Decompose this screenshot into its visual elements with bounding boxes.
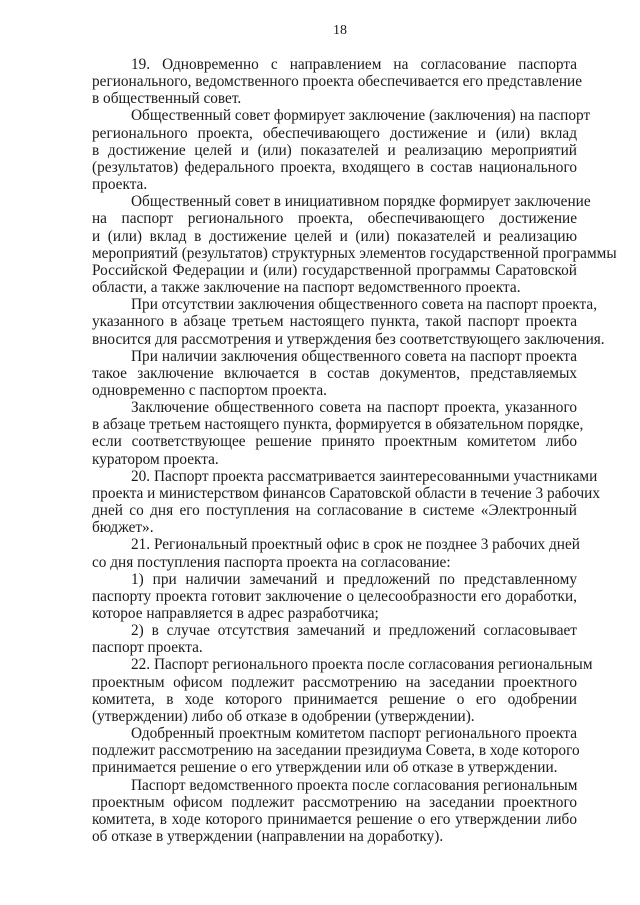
paragraph <box>92 656 593 725</box>
text-line: проекта и министерством финансов Саратовской области в течение 3 рабочих <box>92 484 600 502</box>
text-line: 21. Региональный проектный офис в срок не позднее 3 рабочих дней <box>131 536 580 554</box>
text-line: регионального проекта, обеспечивающего достижение и (или) вклад <box>92 124 577 142</box>
text-line: 22. Паспорт регионального проекта после согласования региональным <box>131 656 593 674</box>
text-line: со дня поступления паспорта проекта на согласование: <box>92 553 451 571</box>
text-line: комитета, в ходе которого принимается решение о его утверждении либо <box>92 810 577 828</box>
text-line: 19. Одновременно с направлением на согласование паспорта <box>131 56 577 73</box>
text-line: При наличии заключения общественного совета на паспорт проекта <box>131 347 577 365</box>
text-line: об отказе в утверждении (направлении на доработку). <box>92 828 444 846</box>
text-line: куратором проекта. <box>92 450 219 468</box>
text-line: вносится для рассмотрения и утверждения без соответствующего заключения. <box>92 330 605 348</box>
text-line: которое направляется в адрес разработчика; <box>92 605 379 622</box>
text-line: одновременно с паспортом проекта. <box>92 381 327 399</box>
paragraph <box>92 193 617 297</box>
text-line: Одобренный проектным комитетом паспорт регионального проекта <box>131 725 577 743</box>
paragraph <box>92 725 580 777</box>
text-line: проектным офисом подлежит рассмотрению на заседании проектного <box>92 673 577 691</box>
text-line: 20. Паспорт проекта рассматривается заинтересованными участниками <box>131 467 598 485</box>
paragraph <box>92 296 605 348</box>
text-line: комитета, в ходе которого принимается решение о его одобрении <box>92 690 577 708</box>
paragraph <box>92 571 577 622</box>
text-line: проекта. <box>92 176 148 194</box>
paragraph <box>92 107 591 194</box>
text-line: такое заключение включается в состав документов, представляемых <box>92 364 577 382</box>
text-line: и (или) вклад в достижение целей и (или) показателей и реализацию <box>92 227 577 245</box>
text-line: 2) в случае отсутствия замечаний и предложений согласовывает <box>131 622 577 640</box>
paragraph <box>92 399 584 468</box>
page-number: 18 <box>333 23 347 38</box>
text-line: При отсутствии заключения общественного совета на паспорт проекта, <box>131 296 598 314</box>
text-line: на паспорт регионального проекта, обеспечивающего достижение <box>92 210 577 228</box>
text-line: (результатов) федерального проекта, входящего в состав национального <box>92 158 577 176</box>
paragraph <box>92 348 577 399</box>
paragraph <box>92 622 577 656</box>
text-line: в достижение целей и (или) показателей и реализацию мероприятий <box>92 141 577 159</box>
paragraph <box>92 467 600 537</box>
text-line: если соответствующее решение принято проектным комитетом либо <box>92 433 577 451</box>
text-line: в общественный совет. <box>92 90 242 108</box>
text-line: Заключение общественного совета на паспорт проекта, указанного <box>131 399 577 417</box>
document-body <box>92 56 617 846</box>
text-line: дней со дня его поступления на согласование в системе «Электронный <box>92 502 577 520</box>
text-line: Общественный совет формирует заключение (заключения) на паспорт <box>131 107 591 125</box>
text-line: Общественный совет в инициативном порядке формирует заключение <box>131 193 591 211</box>
text-line: Российской Федерации и (или) государственной программы Саратовской <box>92 261 577 279</box>
text-line: 1) при наличии замечаний и предложений по представленному <box>131 570 577 588</box>
text-line: (утверждении) либо об отказе в одобрении (утверждении). <box>92 707 475 725</box>
text-line: области, а также заключение на паспорт ведомственного проекта. <box>92 279 521 297</box>
text-line: указанного в абзаце третьем настоящего пункта, такой паспорт проекта <box>92 313 577 331</box>
text-line: паспорту проекта готовит заключение о целесообразности его доработки, <box>92 587 577 605</box>
text-line: Паспорт ведомственного проекта после согласования региональным <box>131 776 578 794</box>
text-line: подлежит рассмотрению на заседании президиума Совета, в ходе которого <box>92 742 580 760</box>
paragraph <box>92 777 577 846</box>
paragraph <box>92 56 582 108</box>
text-line: регионального, ведомственного проекта обеспечивается его представление <box>92 73 582 91</box>
text-line: паспорт проекта. <box>92 639 203 657</box>
text-line: мероприятий (результатов) структурных элементов государственной программы <box>92 244 617 262</box>
text-line: принимается решение о его утверждении или об отказе в утверждении. <box>92 759 558 777</box>
text-line: проектным офисом подлежит рассмотрению на заседании проектного <box>92 793 577 811</box>
text-line: в абзаце третьем настоящего пункта, формируется в обязательном порядке, <box>92 416 584 434</box>
text-line: бюджет». <box>92 519 154 537</box>
paragraph <box>92 536 580 571</box>
